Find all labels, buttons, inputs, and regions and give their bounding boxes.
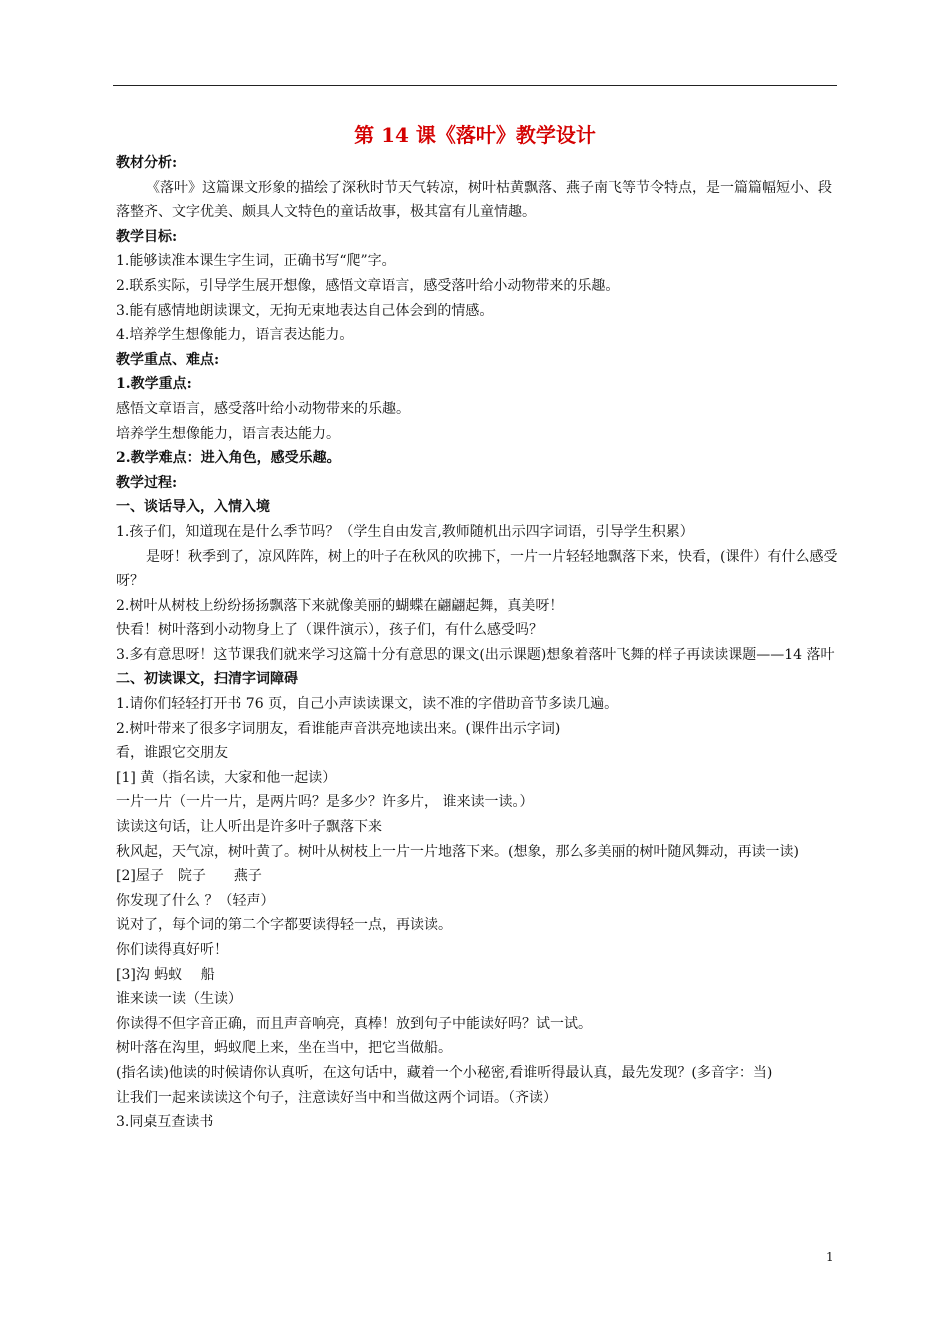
paragraph: 感悟文章语言，感受落叶给小动物带来的乐趣。 [116,400,410,417]
paragraph: 快看！树叶落到小动物身上了（课件演示），孩子们，有什么感受吗？ [116,622,543,639]
subsection-heading: 2.教学难点：进入角色，感受乐趣。 [116,450,341,467]
paragraph: 1.孩子们，知道现在是什么季节吗？（学生自由发言,教师随机出示四字词语，引导学生积累） [116,523,694,540]
list-item: 1.能够读准本课生字生词，正确书写“爬”字。 [116,253,396,270]
paragraph: 看，谁跟它交朋友 [116,745,228,762]
section-heading: 教学重点、难点: [116,351,220,368]
paragraph: 3.多有意思呀！这节课我们就来学习这篇十分有意思的课文(出示课题)想象着落叶飞舞的样子再读读课题——14 落叶 [116,646,835,663]
page-number: 1 [826,1250,834,1264]
paragraph: 说对了，每个词的第二个字都要读得轻一点，再读读。 [116,917,452,934]
paragraph: 秋风起，天气凉，树叶黄了。树叶从树枝上一片一片地落下来。(想象，那么多美丽的树叶随风舞动，再读一读) [116,843,799,860]
paragraph: (指名读)他读的时候请你认真听，在这句话中，藏着一个小秘密,看谁听得最认真，最先发现？(多音字：当) [116,1064,773,1081]
document-body [116,151,840,1135]
paragraph: 读读这句话，让人听出是许多叶子飘落下来 [116,819,382,836]
paragraph: 2.树叶从树枝上纷纷扬扬飘落下来就像美丽的蝴蝶在翩翩起舞，真美呀！ [116,597,564,614]
subsection-heading: 二、初读课文，扫清字词障碍 [116,671,298,688]
paragraph: 2.树叶带来了很多字词朋友，看谁能声音洪亮地读出来。(课件出示字词) [116,720,561,737]
paragraph: [3]沟 蚂蚁 船 [116,966,215,983]
subsection-heading: 1.教学重点: [116,376,192,393]
section-heading: 教学过程: [116,474,178,491]
header-rule [113,85,837,86]
paragraph: 你发现了什么 ？（轻声） [116,892,275,909]
list-item: 3.能有感情地朗读课文，无拘无束地表达自己体会到的情感。 [116,302,494,319]
paragraph: 1.请你们轻轻打开书 76 页，自己小声读读课文，读不准的字借助音节多读几遍。 [116,696,619,713]
paragraph: [2]屋子 院子 燕子 [116,868,262,885]
paragraph: 培养学生想像能力，语言表达能力。 [116,425,340,442]
paragraph: 是呀！秋季到了，凉风阵阵，树上的叶子在秋风的吹拂下，一片一片轻轻地飘落下来，快看，(课件）有什么感受呀？ [116,548,838,590]
paragraph: 谁来读一读（生读） [116,991,242,1008]
section-heading: 教学目标: [116,228,178,245]
paragraph: 3.同桌互查读书 [116,1114,214,1131]
paragraph: 让我们一起来读读这个句子，注意读好当中和当做这两个词语。（齐读） [116,1089,557,1106]
paragraph: 树叶落在沟里，蚂蚁爬上来，坐在当中，把它当做船。 [116,1040,452,1057]
section-heading: 教材分析: [116,155,178,171]
paragraph: 一片一片（一片一片，是两片吗？是多少？许多片， 谁来读一读。） [116,794,534,811]
list-item: 4.培养学生想像能力，语言表达能力。 [116,327,354,344]
subsection-heading: 一、谈话导入，入情入境 [116,499,270,516]
list-item: 2.联系实际，引导学生展开想像，感悟文章语言，感受落叶给小动物带来的乐趣。 [116,277,620,294]
paragraph: 你们读得真好听！ [116,942,228,958]
page-title: 第 14 课《落叶》教学设计 [354,123,596,147]
paragraph: [1] 黄（指名读，大家和他一起读） [116,769,337,786]
paragraph: 你读得不但字音正确，而且声音响亮，真棒！放到句子中能读好吗？试一试。 [116,1015,592,1032]
paragraph: 《落叶》这篇课文形象的描绘了深秋时节天气转凉，树叶枯黄飘落、燕子南飞等节令特点，是一篇篇幅短小、段落整齐、文字优美、颇具人文特色的童话故事，极其富有儿童情趣。 [116,179,832,221]
